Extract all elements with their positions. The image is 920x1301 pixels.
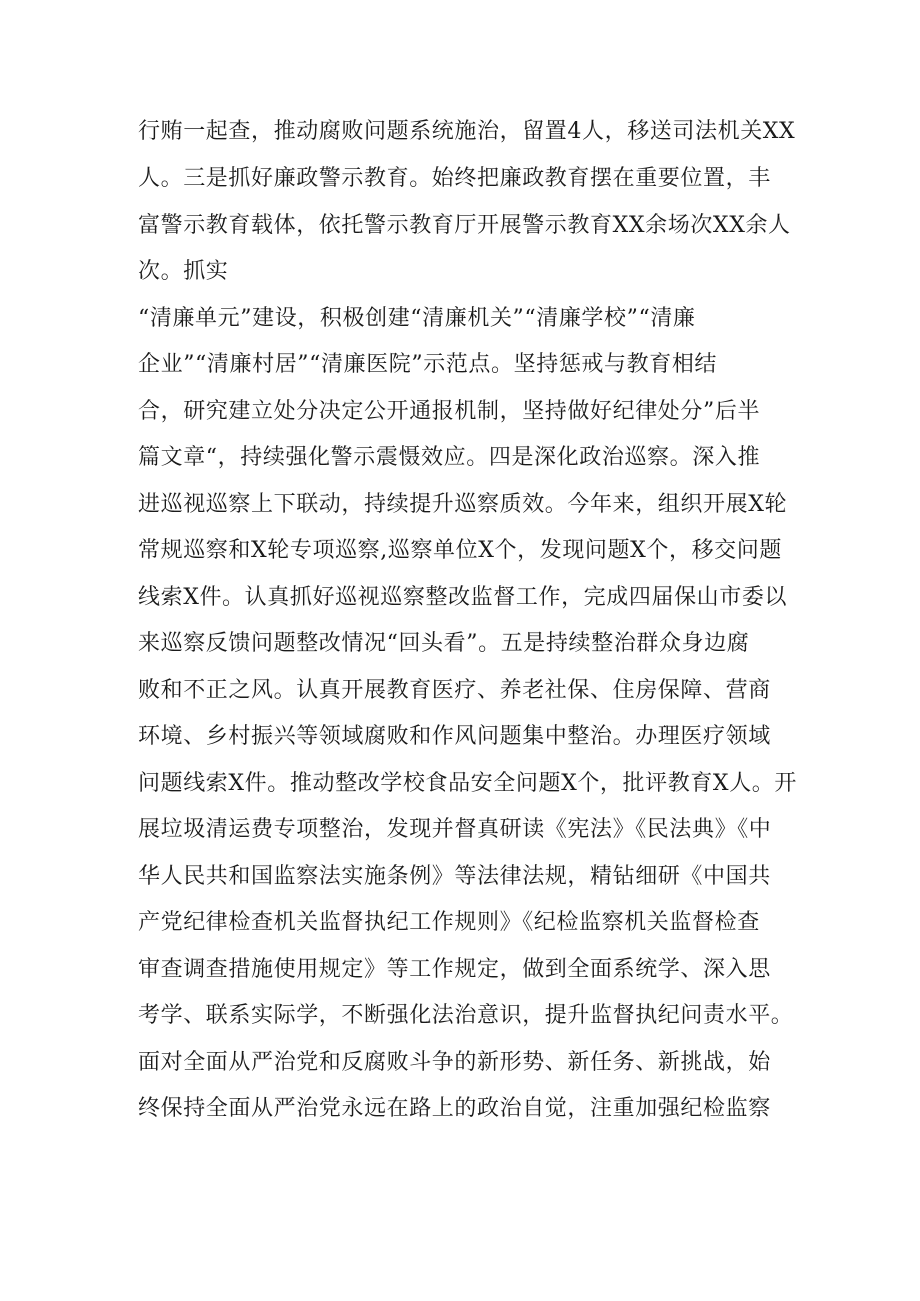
- text-line: 来巡察反馈问题整改情况“回头看”。五是持续整治群众身边腐: [138, 631, 750, 656]
- text-line: 行贿一起查，推动腐败问题系统施治，留置4人，移送司法机关XX: [138, 119, 796, 144]
- text-line: 考学、联系实际学，不断强化法治意识，提升监督执纪问责水平。: [138, 1003, 794, 1028]
- text-line: 篇文章“，持续强化警示震慑效应。四是深化政治巡察。深入推: [138, 445, 761, 470]
- text-line: 华人民共和国监察法实施条例》等法律法规，精钻细研《中国共: [138, 864, 771, 889]
- text-line: 产党纪律检查机关监督执纪工作规则》《纪检监察机关监督检查: [138, 910, 760, 935]
- text-line: 面对全面从严治党和反腐败斗争的新形势、新任务、新挑战，始: [138, 1050, 771, 1075]
- text-line: 合，研究建立处分决定公开通报机制，坚持做好纪律处分”后半: [138, 399, 761, 424]
- text-line: 展垃圾清运费专项整治，发现并督真研读《宪法》《民法典》《中: [138, 817, 772, 842]
- text-line: 败和不正之风。认真开展教育医疗、养老社保、住房保障、营商: [138, 678, 771, 703]
- text-line: 问题线索X件。推动整改学校食品安全问题X个，批评教育X人。开: [138, 771, 797, 796]
- text-line: 次。抓实: [138, 259, 229, 284]
- text-line: 富警示教育载体，依托警示教育厅开展警示教育XX余场次XX余人: [138, 213, 791, 238]
- text-line: 线索X件。认真抓好巡视巡察整改监督工作，完成四届保山市委以: [138, 585, 788, 610]
- text-line: 审查调查措施使用规定》等工作规定，做到全面系统学、深入思: [138, 957, 771, 982]
- text-line: 常规巡察和X轮专项巡察,巡察单位X个，发现问题X个，移交问题: [138, 538, 782, 563]
- text-line: “清廉单元”建设，积极创建“清廉机关”“清廉学校”“清廉: [138, 306, 696, 331]
- text-line: 环境、乡村振兴等领域腐败和作风问题集中整治。办理医疗领域: [138, 724, 771, 749]
- text-line: 进巡视巡察上下联动，持续提升巡察质效。今年来，组织开展X轮: [138, 492, 788, 517]
- text-line: 企业”“清廉村居”“清廉医院”示范点。坚持惩戒与教育相结: [138, 352, 718, 377]
- text-line: 终保持全面从严治党永远在路上的政治自觉，注重加强纪检监察: [138, 1096, 771, 1121]
- text-line: 人。三是抓好廉政警示教育。始终把廉政教育摆在重要位置，丰: [138, 166, 771, 191]
